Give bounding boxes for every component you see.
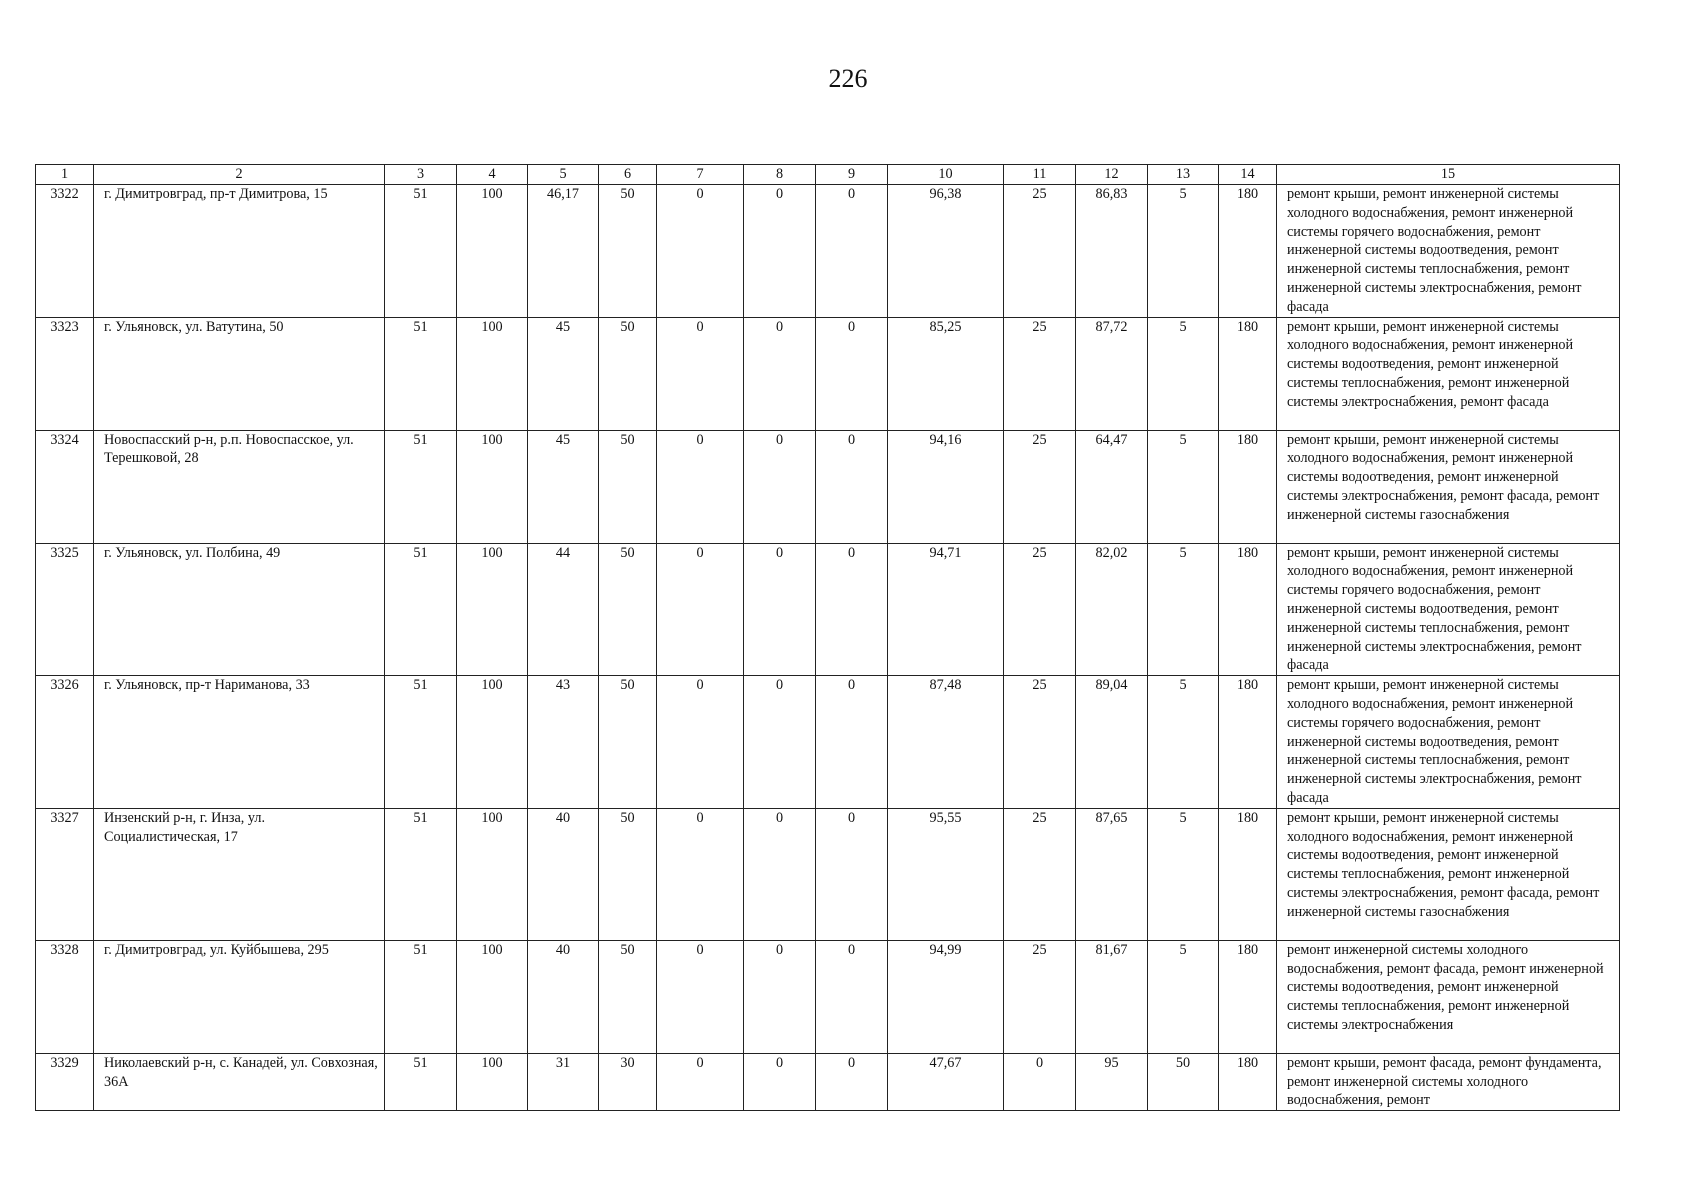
row-value: 180 — [1219, 676, 1277, 809]
row-value: 30 — [599, 1053, 657, 1110]
row-value: 43 — [528, 676, 599, 809]
column-header: 14 — [1219, 165, 1277, 185]
row-value: 180 — [1219, 1053, 1277, 1110]
row-value: 25 — [1004, 317, 1076, 430]
row-value: 100 — [457, 185, 528, 318]
row-works: ремонт крыши, ремонт фасада, ремонт фундамента, ремонт инженерной системы холодного водоснабжения, ремонт — [1277, 1053, 1620, 1110]
row-value: 50 — [599, 940, 657, 1053]
row-value: 50 — [1148, 1053, 1219, 1110]
row-value: 0 — [657, 1053, 744, 1110]
row-value: 51 — [385, 317, 457, 430]
row-value: 47,67 — [888, 1053, 1004, 1110]
row-value: 0 — [816, 808, 888, 940]
row-value: 0 — [816, 1053, 888, 1110]
row-address: г. Ульяновск, пр-т Нариманова, 33 — [94, 676, 385, 809]
row-value: 0 — [816, 430, 888, 543]
row-value: 100 — [457, 543, 528, 676]
column-header: 12 — [1076, 165, 1148, 185]
row-value: 0 — [657, 185, 744, 318]
register-table — [35, 164, 1620, 1111]
row-value: 100 — [457, 430, 528, 543]
row-value: 5 — [1148, 808, 1219, 940]
row-address: Инзенский р-н, г. Инза, ул. Социалистическая, 17 — [94, 808, 385, 940]
row-address: г. Димитровград, пр-т Димитрова, 15 — [94, 185, 385, 318]
row-value: 180 — [1219, 317, 1277, 430]
table-row — [36, 1053, 1620, 1110]
row-works: ремонт крыши, ремонт инженерной системы холодного водоснабжения, ремонт инженерной системы водоотведения, ремонт инженерной системы теплоснабжения, ремонт инженерной системы электроснабжения, ремонт фасада — [1277, 317, 1620, 430]
row-value: 0 — [657, 676, 744, 809]
row-id: 3323 — [36, 317, 94, 430]
row-value: 0 — [657, 317, 744, 430]
row-value: 0 — [744, 676, 816, 809]
column-header: 11 — [1004, 165, 1076, 185]
page-number: 226 — [828, 64, 868, 93]
row-value: 51 — [385, 676, 457, 809]
row-value: 0 — [744, 185, 816, 318]
row-value: 0 — [744, 430, 816, 543]
row-value: 50 — [599, 185, 657, 318]
row-value: 5 — [1148, 543, 1219, 676]
row-works: ремонт крыши, ремонт инженерной системы холодного водоснабжения, ремонт инженерной системы горячего водоснабжения, ремонт инженерной системы водоотведения, ремонт инженерной системы теплоснабжения, ремонт инженерной системы электроснабжения, ремонт фасада — [1277, 543, 1620, 676]
row-value: 0 — [657, 430, 744, 543]
column-header: 10 — [888, 165, 1004, 185]
row-value: 51 — [385, 808, 457, 940]
row-value: 25 — [1004, 430, 1076, 543]
row-value: 50 — [599, 430, 657, 543]
table-row — [36, 808, 1620, 940]
row-value: 45 — [528, 317, 599, 430]
row-value: 44 — [528, 543, 599, 676]
table-row — [36, 185, 1620, 318]
row-value: 100 — [457, 317, 528, 430]
row-value: 51 — [385, 430, 457, 543]
row-value: 0 — [657, 808, 744, 940]
row-value: 51 — [385, 940, 457, 1053]
row-id: 3327 — [36, 808, 94, 940]
row-works: ремонт инженерной системы холодного водоснабжения, ремонт фасада, ремонт инженерной системы водоотведения, ремонт инженерной системы теплоснабжения, ремонт инженерной системы электроснабжения — [1277, 940, 1620, 1053]
row-address: Новоспасский р-н, р.п. Новоспасское, ул. Терешковой, 28 — [94, 430, 385, 543]
column-header: 15 — [1277, 165, 1620, 185]
row-value: 180 — [1219, 430, 1277, 543]
row-works: ремонт крыши, ремонт инженерной системы холодного водоснабжения, ремонт инженерной системы водоотведения, ремонт инженерной системы электроснабжения, ремонт фасада, ремонт инженерной системы газоснабжения — [1277, 430, 1620, 543]
row-value: 25 — [1004, 808, 1076, 940]
row-value: 180 — [1219, 543, 1277, 676]
row-value: 85,25 — [888, 317, 1004, 430]
row-value: 25 — [1004, 543, 1076, 676]
row-value: 51 — [385, 543, 457, 676]
column-header: 3 — [385, 165, 457, 185]
row-value: 0 — [1004, 1053, 1076, 1110]
row-id: 3328 — [36, 940, 94, 1053]
column-header: 5 — [528, 165, 599, 185]
row-address: г. Ульяновск, ул. Полбина, 49 — [94, 543, 385, 676]
row-value: 0 — [816, 317, 888, 430]
column-header: 4 — [457, 165, 528, 185]
column-header: 7 — [657, 165, 744, 185]
row-value: 51 — [385, 1053, 457, 1110]
row-value: 0 — [816, 543, 888, 676]
table-row — [36, 940, 1620, 1053]
row-value: 46,17 — [528, 185, 599, 318]
row-address: г. Ульяновск, ул. Ватутина, 50 — [94, 317, 385, 430]
row-value: 0 — [744, 1053, 816, 1110]
table-row — [36, 317, 1620, 430]
column-header: 8 — [744, 165, 816, 185]
row-value: 50 — [599, 317, 657, 430]
row-value: 25 — [1004, 940, 1076, 1053]
row-value: 40 — [528, 808, 599, 940]
row-value: 94,71 — [888, 543, 1004, 676]
table-row — [36, 676, 1620, 809]
row-value: 50 — [599, 543, 657, 676]
row-id: 3326 — [36, 676, 94, 809]
row-value: 180 — [1219, 185, 1277, 318]
row-value: 87,48 — [888, 676, 1004, 809]
row-value: 5 — [1148, 317, 1219, 430]
row-value: 100 — [457, 808, 528, 940]
row-value: 5 — [1148, 185, 1219, 318]
row-value: 0 — [816, 940, 888, 1053]
row-value: 25 — [1004, 676, 1076, 809]
row-value: 95,55 — [888, 808, 1004, 940]
row-id: 3325 — [36, 543, 94, 676]
row-value: 0 — [816, 185, 888, 318]
row-value: 86,83 — [1076, 185, 1148, 318]
row-value: 87,65 — [1076, 808, 1148, 940]
row-value: 50 — [599, 676, 657, 809]
row-id: 3329 — [36, 1053, 94, 1110]
row-value: 5 — [1148, 676, 1219, 809]
row-value: 0 — [744, 317, 816, 430]
row-value: 64,47 — [1076, 430, 1148, 543]
row-value: 82,02 — [1076, 543, 1148, 676]
row-value: 87,72 — [1076, 317, 1148, 430]
row-value: 100 — [457, 676, 528, 809]
row-value: 81,67 — [1076, 940, 1148, 1053]
row-value: 51 — [385, 185, 457, 318]
column-header: 6 — [599, 165, 657, 185]
column-header: 2 — [94, 165, 385, 185]
row-value: 45 — [528, 430, 599, 543]
column-header: 13 — [1148, 165, 1219, 185]
row-value: 100 — [457, 940, 528, 1053]
row-works: ремонт крыши, ремонт инженерной системы холодного водоснабжения, ремонт инженерной системы водоотведения, ремонт инженерной системы теплоснабжения, ремонт инженерной системы электроснабжения, ремонт фасада, ремонт инженерной системы газоснабжения — [1277, 808, 1620, 940]
row-value: 0 — [744, 808, 816, 940]
row-value: 180 — [1219, 940, 1277, 1053]
row-value: 0 — [657, 543, 744, 676]
row-value: 25 — [1004, 185, 1076, 318]
row-value: 96,38 — [888, 185, 1004, 318]
row-value: 5 — [1148, 940, 1219, 1053]
column-number-row — [36, 165, 1620, 185]
row-value: 0 — [744, 940, 816, 1053]
column-header: 9 — [816, 165, 888, 185]
row-value: 31 — [528, 1053, 599, 1110]
column-header: 1 — [36, 165, 94, 185]
row-value: 0 — [816, 676, 888, 809]
row-value: 40 — [528, 940, 599, 1053]
row-value: 0 — [744, 543, 816, 676]
row-id: 3324 — [36, 430, 94, 543]
table-row — [36, 543, 1620, 676]
table-row — [36, 430, 1620, 543]
row-works: ремонт крыши, ремонт инженерной системы холодного водоснабжения, ремонт инженерной системы горячего водоснабжения, ремонт инженерной системы водоотведения, ремонт инженерной системы теплоснабжения, ремонт инженерной системы электроснабжения, ремонт фасада — [1277, 676, 1620, 809]
row-value: 100 — [457, 1053, 528, 1110]
row-value: 94,99 — [888, 940, 1004, 1053]
row-value: 94,16 — [888, 430, 1004, 543]
row-value: 5 — [1148, 430, 1219, 543]
row-address: Николаевский р-н, с. Канадей, ул. Совхозная, 36А — [94, 1053, 385, 1110]
row-value: 50 — [599, 808, 657, 940]
row-id: 3322 — [36, 185, 94, 318]
row-value: 0 — [657, 940, 744, 1053]
row-value: 95 — [1076, 1053, 1148, 1110]
row-value: 89,04 — [1076, 676, 1148, 809]
row-address: г. Димитровград, ул. Куйбышева, 295 — [94, 940, 385, 1053]
row-works: ремонт крыши, ремонт инженерной системы холодного водоснабжения, ремонт инженерной системы горячего водоснабжения, ремонт инженерной системы водоотведения, ремонт инженерной системы теплоснабжения, ремонт инженерной системы электроснабжения, ремонт фасада — [1277, 185, 1620, 318]
row-value: 180 — [1219, 808, 1277, 940]
